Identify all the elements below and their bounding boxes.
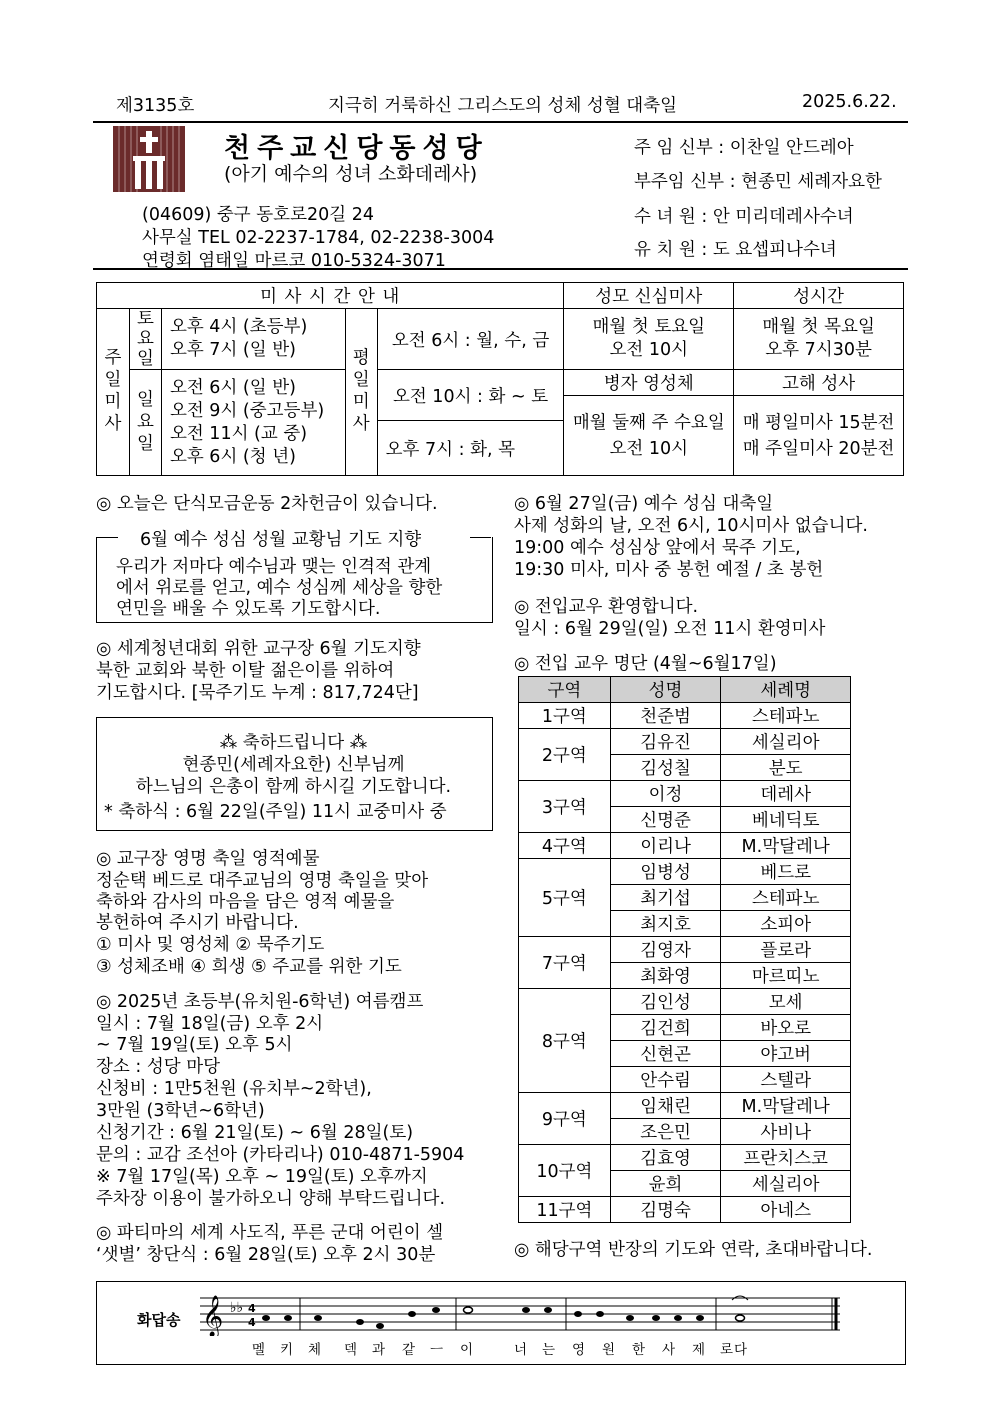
zone-cell: 11구역 (519, 1197, 611, 1223)
baptismal-name-cell: 야고버 (721, 1041, 851, 1067)
lyric-syllable: 체 (308, 1342, 322, 1358)
parish-address: (04609) 중구 동호로20길 24 (142, 205, 374, 225)
fatima-line-1: ◎ 파티마의 세계 사도직, 푸른 군대 어린이 셀 (96, 1223, 444, 1243)
pope-intention-line-3: 연민을 배울 수 있도록 기도합시다. (116, 599, 381, 619)
baptismal-name-cell: 스테파노 (721, 703, 851, 729)
weekday-time-2: 오전 10시 : 화 ~ 토 (377, 370, 564, 421)
member-name-cell: 이리나 (610, 833, 721, 859)
sick-communion-info: 매월 둘째 주 수요일 오전 10시 (564, 396, 734, 476)
lyric-syllable: 키 (280, 1342, 294, 1358)
baptismal-name-cell: M.막달레나 (721, 1093, 851, 1119)
funeral-council-contact: 연령회 염태일 마르코 010-5324-3071 (142, 251, 446, 271)
welcome-line-2: 일시 : 6월 29일(일) 오전 11시 환영미사 (514, 619, 826, 639)
camp-line-3: ~ 7월 19일(토) 오후 5시 (96, 1035, 293, 1055)
zone-cell: 9구역 (519, 1093, 611, 1145)
psalm-label: 화답송 (137, 1311, 181, 1329)
zone-cell: 8구역 (519, 989, 611, 1093)
feast-title: 지극히 거룩하신 그리스도의 성체 성혈 대축일 (328, 96, 678, 116)
member-name-cell: 안수림 (610, 1067, 721, 1093)
congratulations-line-2: 하느님의 은총이 함께 하시길 기도합니다. (135, 777, 452, 797)
fatima-line-2: ‘샛별’ 창단식 : 6월 28일(토) 오후 2시 30분 (96, 1245, 436, 1265)
staff-convent: 수 녀 원 : 안 미리데레사수녀 (634, 207, 854, 227)
svg-text:♭♭: ♭♭ (230, 1300, 244, 1316)
holy-hour-info: 매월 첫 목요일 오후 7시30분 (734, 309, 904, 370)
pope-box-top-left (96, 537, 118, 538)
lyric-syllable: 덱 (344, 1342, 358, 1358)
lyric-syllable: 한 (632, 1342, 646, 1358)
lyric-syllable: 영 (572, 1342, 586, 1358)
table-row (519, 859, 851, 885)
camp-line-10: 주차장 이용이 불가하오니 양해 부탁드립니다. (96, 1189, 446, 1209)
lyric-syllable: 너 (514, 1342, 528, 1358)
closing-notice: ◎ 해당구역 반장의 기도와 연락, 초대바랍니다. (514, 1240, 873, 1260)
table-row (519, 1145, 851, 1171)
welcome-line-1: ◎ 전입교우 환영합니다. (514, 597, 699, 617)
zone-cell: 10구역 (519, 1145, 611, 1197)
wyd-line-1: ◎ 세계청년대회 위한 교구장 6월 기도지향 (96, 639, 421, 659)
camp-line-6: 3만원 (3학년~6학년) (96, 1101, 265, 1121)
sacred-heart-line-3: 19:00 예수 성심상 앞에서 묵주 기도, (514, 538, 801, 558)
member-name-cell: 김유진 (610, 729, 721, 755)
weekday-mass-label: 평일미사 (345, 309, 377, 476)
zone-cell: 4구역 (519, 833, 611, 859)
sacred-heart-line-1: ◎ 6월 27일(금) 예수 성심 대축일 (514, 494, 774, 514)
zone-cell: 5구역 (519, 859, 611, 937)
lyric-syllable: 다 (734, 1342, 748, 1358)
lyric-syllable: 같 (402, 1342, 416, 1358)
lyric-syllable: 과 (372, 1342, 386, 1358)
lyric-syllable: 는 (542, 1342, 556, 1358)
staff-kindergarten: 유 치 원 : 도 요셉피나수녀 (634, 240, 837, 260)
table-row (519, 729, 851, 755)
baptismal-name-cell: 세실리아 (721, 1171, 851, 1197)
camp-line-4: 장소 : 성당 마당 (96, 1057, 221, 1077)
table-row (519, 781, 851, 807)
baptismal-name-cell: 소피아 (721, 911, 851, 937)
member-name-cell: 김효영 (610, 1145, 721, 1171)
table-row (519, 989, 851, 1015)
wyd-line-3: 기도합시다. [묵주기도 누계 : 817,724단] (96, 683, 419, 703)
table-row (519, 833, 851, 859)
bishop-line-2: 정순택 베드로 대주교님의 영명 축일을 맞아 (96, 871, 429, 891)
svg-text:𝄞: 𝄞 (202, 1296, 224, 1336)
congratulations-line-1: 현종민(세례자요한) 신부님께 (182, 755, 405, 775)
staff-pastor: 주 임 신부 : 이찬일 안드레아 (634, 138, 854, 158)
congratulations-title: ⁂ 축하드립니다 ⁂ (219, 733, 368, 753)
member-name-cell: 윤희 (610, 1171, 721, 1197)
baptismal-name-cell: 사비나 (721, 1119, 851, 1145)
member-name-cell: 임병성 (610, 859, 721, 885)
marian-mass-head: 성모 신심미사 (564, 283, 734, 309)
sacred-heart-line-4: 19:30 미사, 미사 중 봉헌 예절 / 초 봉헌 (514, 560, 824, 580)
confession-head: 고해 성사 (734, 370, 904, 396)
member-name-cell: 김성칠 (610, 755, 721, 781)
lyric-syllable: 멜 (252, 1342, 266, 1358)
congratulations-note: * 축하식 : 6월 22일(주일) 11시 교중미사 중 (104, 802, 447, 822)
sunday-mass-label: 주일미사 (97, 309, 130, 476)
zone-cell: 7구역 (519, 937, 611, 989)
member-name-cell: 최기섭 (610, 885, 721, 911)
zone-cell: 3구역 (519, 781, 611, 833)
member-name-cell: 조은민 (610, 1119, 721, 1145)
table-row (519, 1197, 851, 1223)
pope-intention-line-2: 에서 위로를 얻고, 예수 성심께 세상을 향한 (116, 578, 443, 598)
camp-line-1: ◎ 2025년 초등부(유치원-6학년) 여름캠프 (96, 992, 424, 1012)
mass-table-title: 미 사 시 간 안 내 (97, 283, 564, 309)
confession-info: 매 평일미사 15분전 매 주일미사 20분전 (734, 396, 904, 476)
saturday-times: 오후 4시 (초등부) 오후 7시 (일 반) (161, 309, 345, 370)
baptismal-name-cell: 데레사 (721, 781, 851, 807)
table-row (519, 937, 851, 963)
holy-hour-head: 성시간 (734, 283, 904, 309)
header-bottom-rule (93, 268, 908, 270)
member-name-cell: 최화영 (610, 963, 721, 989)
baptismal-name-cell: 베드로 (721, 859, 851, 885)
baptismal-name-cell: 스테파노 (721, 885, 851, 911)
new-member-list-title: ◎ 전입 교우 명단 (4월~6월17일) (514, 654, 777, 674)
weekday-time-1: 오전 6시 : 월, 수, 금 (377, 309, 564, 370)
member-name-cell: 김영자 (610, 937, 721, 963)
bishop-line-4: 봉헌하여 주시기 바랍니다. (96, 913, 299, 933)
office-phone: 사무실 TEL 02-2237-1784, 02-2238-3004 (142, 228, 495, 248)
lyric-syllable: 제 (692, 1342, 706, 1358)
weekday-time-3: 오후 7시 : 화, 목 (377, 421, 564, 476)
wyd-line-2: 북한 교회와 북한 이탈 젊은이를 위하여 (96, 661, 395, 681)
issue-number: 제3135호 (116, 96, 195, 116)
baptismal-name-cell: 아네스 (721, 1197, 851, 1223)
bishop-line-5: ① 미사 및 영성체 ② 묵주기도 (96, 935, 325, 955)
member-name-cell: 신명준 (610, 807, 721, 833)
pope-intention-line-1: 우리가 저마다 예수님과 맺는 인격적 관계 (116, 557, 432, 577)
parish-patron: (아기 예수의 성녀 소화데레사) (224, 163, 478, 185)
baptismal-name-cell: 스텔라 (721, 1067, 851, 1093)
camp-line-8: 문의 : 교감 조선아 (카타리나) 010-4871-5904 (96, 1145, 465, 1165)
lyric-syllable: ㅡ (430, 1342, 444, 1358)
sacred-heart-line-2: 사제 성화의 날, 오전 6시, 10시미사 없습니다. (514, 516, 868, 536)
col-name: 성명 (610, 677, 721, 703)
baptismal-name-cell: 세실리아 (721, 729, 851, 755)
sunday-times: 오전 6시 (일 반) 오전 9시 (중고등부) 오전 11시 (교 중) 오후 6시 (청 년) (161, 370, 345, 476)
bishop-line-3: 축하와 감사의 마음을 담은 영적 예물을 (96, 892, 395, 912)
zone-cell: 2구역 (519, 729, 611, 781)
saturday-label: 토요일 (129, 309, 161, 370)
member-name-cell: 이정 (610, 781, 721, 807)
baptismal-name-cell: 플로라 (721, 937, 851, 963)
issue-date: 2025.6.22. (802, 92, 897, 112)
baptismal-name-cell: 베네딕토 (721, 807, 851, 833)
svg-text:4: 4 (248, 1316, 256, 1329)
col-baptismal-name: 세례명 (721, 677, 851, 703)
pope-intention-title: 6월 예수 성심 성월 교황님 기도 지향 (140, 530, 422, 550)
member-name-cell: 김인성 (610, 989, 721, 1015)
member-name-cell: 김명숙 (610, 1197, 721, 1223)
lyric-syllable: 로 (720, 1342, 734, 1358)
staff-assistant: 부주임 신부 : 현종민 세례자요한 (634, 172, 882, 192)
member-name-cell: 신현곤 (610, 1041, 721, 1067)
col-zone: 구역 (519, 677, 611, 703)
svg-text:4: 4 (248, 1302, 256, 1315)
member-name-cell: 김건희 (610, 1015, 721, 1041)
bishop-line-1: ◎ 교구장 영명 축일 영적예물 (96, 849, 320, 869)
mass-schedule-table (96, 282, 904, 476)
sick-communion-head: 병자 영성체 (564, 370, 734, 396)
table-row (519, 703, 851, 729)
camp-line-7: 신청기간 : 6월 21일(토) ~ 6월 28일(토) (96, 1123, 414, 1143)
notice-fasting-collection: ◎ 오늘은 단식모금운동 2차헌금이 있습니다. (96, 494, 438, 514)
camp-line-9: ※ 7월 17일(목) 오후 ~ 19일(토) 오후까지 (96, 1167, 428, 1187)
baptismal-name-cell: 프란치스코 (721, 1145, 851, 1171)
zone-cell: 1구역 (519, 703, 611, 729)
baptismal-name-cell: 분도 (721, 755, 851, 781)
camp-line-2: 일시 : 7월 18일(금) 오후 2시 (96, 1014, 324, 1034)
new-members-table (518, 676, 851, 1223)
church-logo-icon (113, 126, 185, 192)
baptismal-name-cell: 마르띠노 (721, 963, 851, 989)
lyric-syllable: 이 (460, 1342, 474, 1358)
baptismal-name-cell: 모세 (721, 989, 851, 1015)
lyric-syllable: 사 (662, 1342, 676, 1358)
camp-line-5: 신청비 : 1만5천원 (유치부~2학년), (96, 1079, 372, 1099)
psalm-staff (200, 1290, 840, 1336)
marian-mass-info: 매월 첫 토요일 오전 10시 (564, 309, 734, 370)
parish-name: 천주교신당동성당 (224, 133, 489, 164)
baptismal-name-cell: M.막달레나 (721, 833, 851, 859)
member-name-cell: 최지호 (610, 911, 721, 937)
lyric-syllable: 원 (602, 1342, 616, 1358)
table-row (519, 1093, 851, 1119)
baptismal-name-cell: 바오로 (721, 1015, 851, 1041)
member-name-cell: 천준범 (610, 703, 721, 729)
sunday-day-label: 일요일 (129, 370, 161, 476)
bishop-line-6: ③ 성체조배 ④ 희생 ⑤ 주교를 위한 기도 (96, 957, 402, 977)
header-rule (93, 121, 908, 123)
pope-box-top-right (470, 537, 491, 538)
member-name-cell: 임채린 (610, 1093, 721, 1119)
